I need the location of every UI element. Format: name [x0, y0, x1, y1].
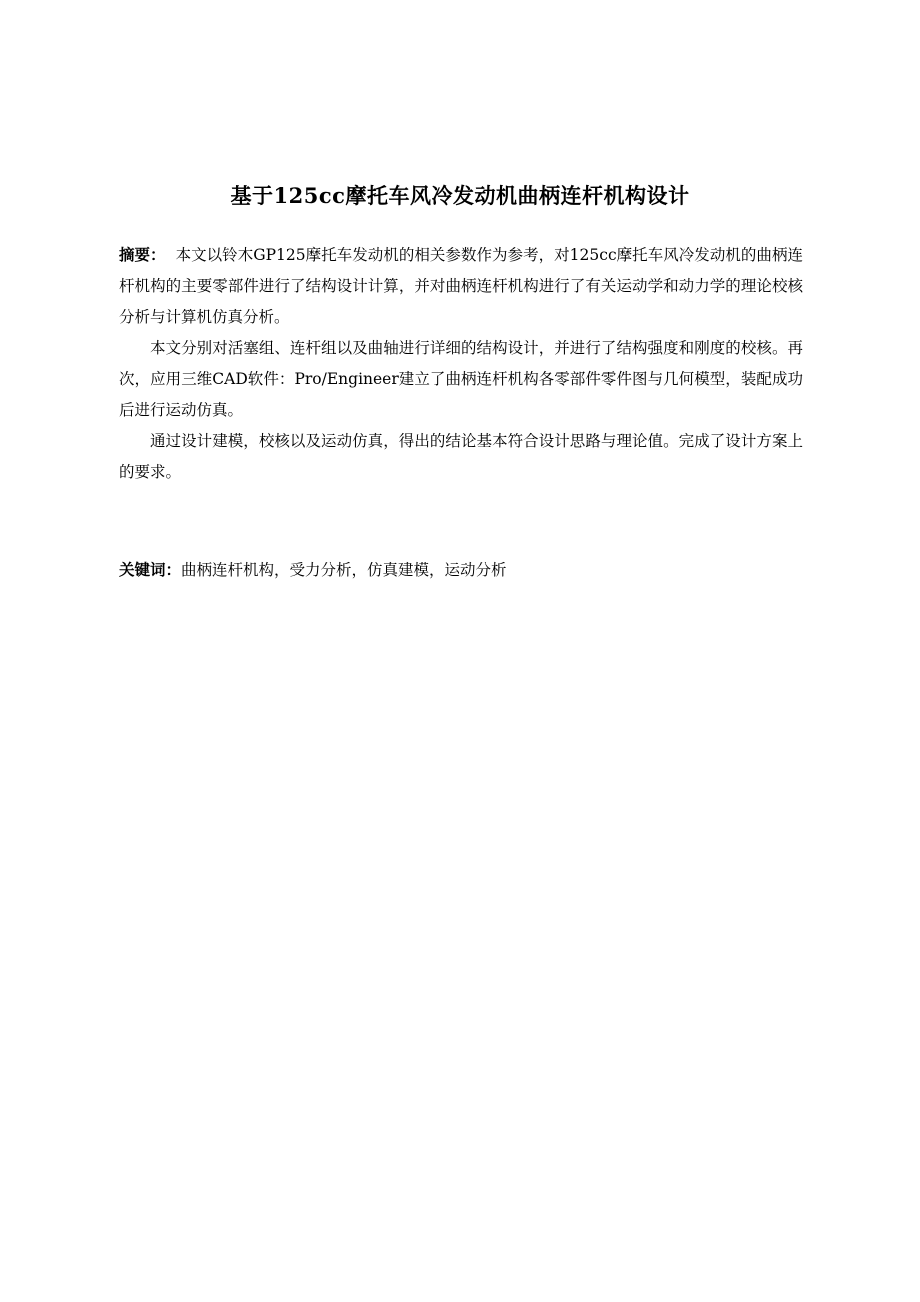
abstract-section	[119, 240, 803, 488]
abstract-label: 摘要：	[119, 246, 166, 264]
document-title: 基于125cc摩托车风冷发动机曲柄连杆机构设计	[230, 183, 690, 208]
keywords-text: 曲柄连杆机构，受力分析，仿真建模，运动分析	[181, 561, 507, 579]
abstract-paragraph-3: 通过设计建模，校核以及运动仿真，得出的结论基本符合设计思路与理论值。完成了设计方案上的要求。	[119, 432, 803, 481]
keywords-section	[119, 555, 803, 586]
abstract-paragraph-1-text: 本文以铃木GP125摩托车发动机的相关参数作为参考，对125cc摩托车风冷发动机的曲柄连杆机构的主要零部件进行了结构设计计算，并对曲柄连杆机构进行了有关运动学和动力学的理论校核分析与计算机仿真分析。	[119, 246, 803, 326]
abstract-paragraph-2: 本文分别对活塞组、连杆组以及曲轴进行详细的结构设计，并进行了结构强度和刚度的校核。再次，应用三维CAD软件：Pro/Engineer建立了曲柄连杆机构各零部件零件图与几何模型，装配成功后进行运动仿真。	[119, 339, 803, 419]
abstract-paragraph-1	[119, 240, 803, 333]
keywords-label: 关键词：	[119, 561, 182, 579]
